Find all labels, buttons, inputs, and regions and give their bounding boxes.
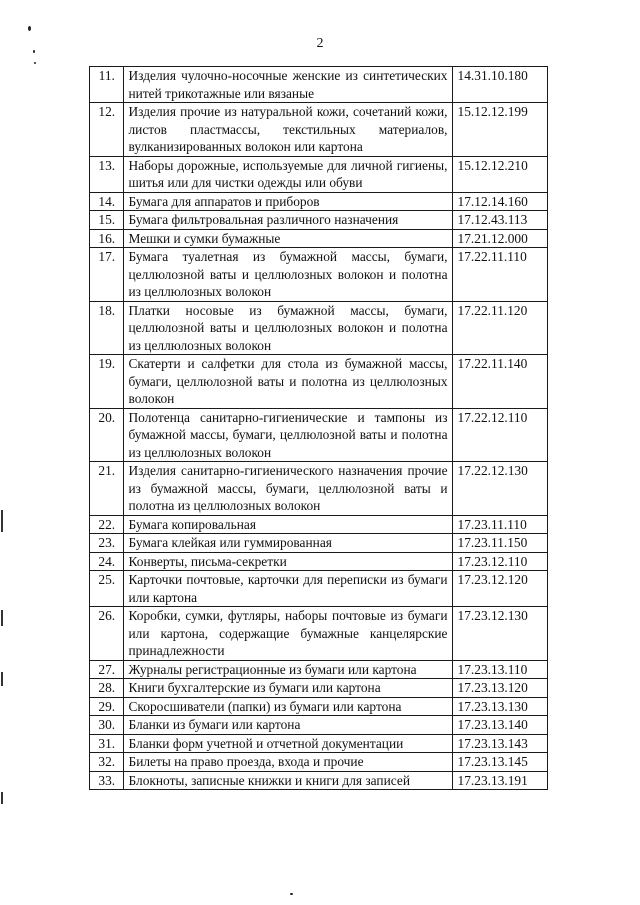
table-row (90, 515, 548, 534)
item-code: 15.12.12.210 (452, 156, 547, 192)
row-number: 30. (90, 716, 124, 735)
item-code: 17.23.13.140 (452, 716, 547, 735)
item-name: Бумага клейкая или гуммированная (123, 534, 452, 553)
row-number: 32. (90, 753, 124, 772)
item-code: 14.31.10.180 (452, 67, 547, 103)
item-code: 17.22.12.110 (452, 408, 547, 462)
row-number: 19. (90, 355, 124, 409)
row-number: 27. (90, 660, 124, 679)
item-code: 17.12.43.113 (452, 211, 547, 230)
item-name: Мешки и сумки бумажные (123, 229, 452, 248)
scan-margin-mark (1, 792, 3, 804)
row-number: 11. (90, 67, 124, 103)
item-name: Коробки, сумки, футляры, наборы почтовые из бумаги или картона, содержащие бумажные канцелярские принадлежности (123, 607, 452, 661)
item-name: Скатерти и салфетки для стола из бумажной массы, бумаги, целлюлозной ваты и полотна из целлюлозных волокон (123, 355, 452, 409)
table-row (90, 753, 548, 772)
table-row (90, 67, 548, 103)
item-name: Бланки из бумаги или картона (123, 716, 452, 735)
item-code: 15.12.12.199 (452, 103, 547, 157)
item-name: Карточки почтовые, карточки для переписки из бумаги или картона (123, 571, 452, 607)
item-code: 17.23.12.110 (452, 552, 547, 571)
item-code: 17.22.11.110 (452, 248, 547, 302)
scan-margin-mark (1, 610, 3, 626)
item-name: Бумага фильтровальная различного назначения (123, 211, 452, 230)
item-name: Изделия прочие из натуральной кожи, сочетаний кожи, листов пластмассы, текстильных материалов, вулканизированных волокон или картона (123, 103, 452, 157)
row-number: 33. (90, 771, 124, 790)
row-number: 15. (90, 211, 124, 230)
item-code: 17.23.13.145 (452, 753, 547, 772)
row-number: 22. (90, 515, 124, 534)
item-code: 17.23.13.143 (452, 734, 547, 753)
item-name: Скоросшиватели (папки) из бумаги или картона (123, 697, 452, 716)
table-row (90, 534, 548, 553)
item-code: 17.23.11.150 (452, 534, 547, 553)
row-number: 18. (90, 301, 124, 355)
row-number: 31. (90, 734, 124, 753)
row-number: 20. (90, 408, 124, 462)
item-name: Изделия чулочно-носочные женские из синтетических нитей трикотажные или вязаные (123, 67, 452, 103)
table-row (90, 248, 548, 302)
item-name: Бумага для аппаратов и приборов (123, 192, 452, 211)
table-row (90, 211, 548, 230)
scan-speck (33, 50, 35, 53)
table-row (90, 571, 548, 607)
item-code: 17.21.12.000 (452, 229, 547, 248)
table-row (90, 716, 548, 735)
row-number: 23. (90, 534, 124, 553)
table-row (90, 771, 548, 790)
item-code: 17.23.12.120 (452, 571, 547, 607)
table-row (90, 607, 548, 661)
table-row (90, 301, 548, 355)
item-name: Конверты, письма-секретки (123, 552, 452, 571)
item-code: 17.22.11.140 (452, 355, 547, 409)
item-name: Бумага копировальная (123, 515, 452, 534)
table-row (90, 156, 548, 192)
item-name: Блокноты, записные книжки и книги для записей (123, 771, 452, 790)
table-row (90, 552, 548, 571)
item-code: 17.23.13.120 (452, 679, 547, 698)
row-number: 24. (90, 552, 124, 571)
item-name: Полотенца санитарно-гигиенические и тампоны из бумажной массы, бумаги, целлюлозной ваты и полотна из целлюлозных волокон (123, 408, 452, 462)
item-name: Билеты на право проезда, входа и прочие (123, 753, 452, 772)
page-number: 2 (316, 36, 324, 51)
item-name: Журналы регистрационные из бумаги или картона (123, 660, 452, 679)
scan-speck (290, 893, 293, 895)
item-name: Наборы дорожные, используемые для личной гигиены, шитья или для чистки одежды или обуви (123, 156, 452, 192)
item-name: Бумага туалетная из бумажной массы, бумаги, целлюлозной ваты и целлюлозных волокон и полотна из целлюлозных волокон (123, 248, 452, 302)
item-code: 17.23.13.130 (452, 697, 547, 716)
table-row (90, 660, 548, 679)
table-row (90, 355, 548, 409)
scan-margin-mark (1, 672, 3, 686)
table-row (90, 192, 548, 211)
table-row (90, 734, 548, 753)
item-code: 17.23.12.130 (452, 607, 547, 661)
table-row (90, 462, 548, 516)
item-code: 17.12.14.160 (452, 192, 547, 211)
row-number: 26. (90, 607, 124, 661)
row-number: 12. (90, 103, 124, 157)
row-number: 13. (90, 156, 124, 192)
item-name: Бланки форм учетной и отчетной документации (123, 734, 452, 753)
item-code: 17.23.11.110 (452, 515, 547, 534)
item-code: 17.23.13.110 (452, 660, 547, 679)
item-code: 17.22.11.120 (452, 301, 547, 355)
row-number: 16. (90, 229, 124, 248)
item-code: 17.23.13.191 (452, 771, 547, 790)
table-row (90, 229, 548, 248)
table-row (90, 697, 548, 716)
row-number: 21. (90, 462, 124, 516)
scan-speck (34, 62, 36, 64)
table-row (90, 408, 548, 462)
row-number: 29. (90, 697, 124, 716)
row-number: 28. (90, 679, 124, 698)
row-number: 14. (90, 192, 124, 211)
item-name: Изделия санитарно-гигиенического назначения прочие из бумажной массы, бумаги, целлюлозной ваты и полотна из целлюлозных волокон (123, 462, 452, 516)
row-number: 25. (90, 571, 124, 607)
item-name: Платки носовые из бумажной массы, бумаги, целлюлозной ваты и целлюлозных волокон и полотна из целлюлозных волокон (123, 301, 452, 355)
table-row (90, 103, 548, 157)
scan-margin-mark (1, 510, 3, 532)
table-row (90, 679, 548, 698)
row-number: 17. (90, 248, 124, 302)
item-code: 17.22.12.130 (452, 462, 547, 516)
scan-speck (28, 26, 31, 31)
item-name: Книги бухгалтерские из бумаги или картона (123, 679, 452, 698)
classification-table (89, 66, 548, 790)
